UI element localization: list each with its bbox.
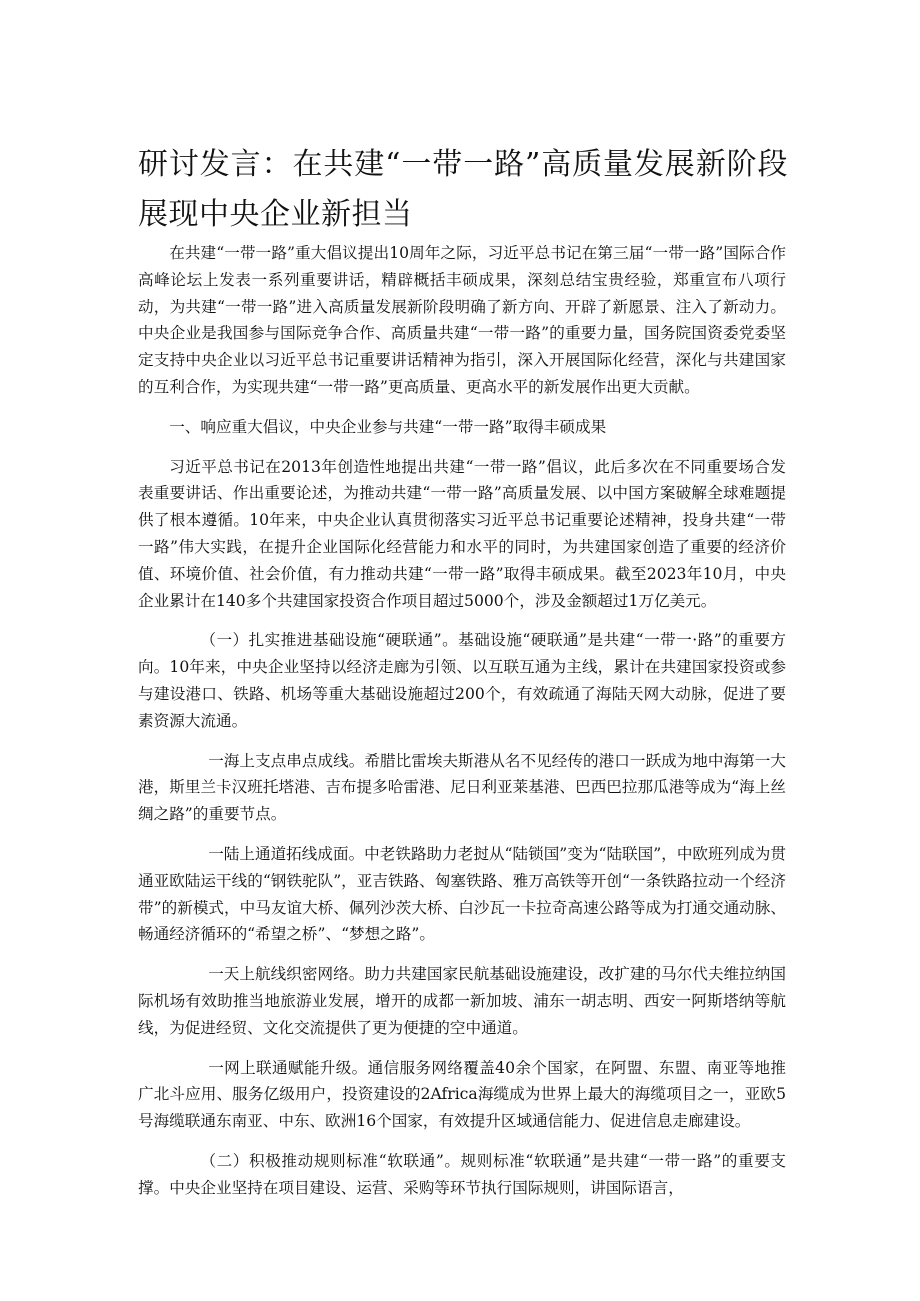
document-title: 研讨发言：在共建“一带一路”高质量发展新阶段展现中央企业新担当: [138, 147, 788, 232]
bullet-network: 一网上联通赋能升级。通信服务网络覆盖40余个国家，在阿盟、东盟、南亚等地推广北斗应用、服务亿级用户，投资建设的2Africa海缆成为世界上最大的海缆项目之一，亚欧5号海缆联通东南亚、中东、欧洲16个国家，有效提升区域通信能力、促进信息走廊建设。: [138, 1058, 786, 1131]
document-body: [138, 240, 786, 1215]
section-heading-1: 一、响应重大倡议，中央企业参与共建“一带一路”取得丰硕成果: [169, 417, 607, 436]
paragraph-intro: 在共建“一带一路”重大倡议提出10周年之际，习近平总书记在第三届“一带一路”国际合作高峰论坛上发表一系列重要讲话，精辟概括丰硕成果，深刻总结宝贵经验，郑重宣布八项行动，为共建“一带一路”进入高质量发展新阶段明确了新方向、开辟了新愿景、注入了新动力。中央企业是我国参与国际竞争合作、高质量共建“一带一路”的重要力量，国务院国资委党委坚定支持中央企业以习近平总书记重要讲话精神为指引，深入开展国际化经营，深化与共建国家的互利合作，为实现共建“一带一路”更高质量、更高水平的新发展作出更大贡献。: [138, 244, 786, 396]
subsection-hard-connectivity: （一）扎实推进基础设施“硬联通”。基础设施“硬联通”是共建“一带一·路”的重要方向。10年来，中央企业坚持以经济走廊为引领、以互联互通为主线，累计在共建国家投资或参与建设港口、铁路、机场等重大基础设施超过200个，有效疏通了海陆天网大动脉，促进了要素资源大流通。: [138, 631, 786, 730]
bullet-air: 一天上航线织密网络。助力共建国家民航基础设施建设，改扩建的马尔代夫维拉纳国际机场有效助推当地旅游业发展，增开的成都一新加坡、浦东一胡志明、西安一阿斯塔纳等航线，为促进经贸、文化交流提供了更为便捷的空中通道。: [138, 965, 786, 1037]
paragraph-section-1: 习近平总书记在2013年创造性地提出共建“一带一路”倡议，此后多次在不同重要场合发表重要讲话、作出重要论述，为推动共建“一带一路”高质量发展、以中国方案破解全球难题提供了根本遵循。10年来，中央企业认真贯彻落实习近平总书记重要论述精神，投身共建“一带一路”伟大实践，在提升企业国际化经营能力和水平的同时，为共建国家创造了重要的经济价值、环境价值、社会价值，有力推动共建“一带一路”取得丰硕成果。截至2023年10月，中央企业累计在140多个共建国家投资合作项目超过5000个，涉及金额超过1万亿美元。: [138, 457, 786, 610]
bullet-land: 一陆上通道拓线成面。中老铁路助力老挝从“陆锁国”变为“陆联国”，中欧班列成为贯通亚欧陆运干线的“钢铁驼队”，亚吉铁路、匈塞铁路、雅万高铁等开创“一条铁路拉动一个经济带”的新模式，中马友谊大桥、佩列沙茨大桥、白沙瓦一卡拉奇高速公路等成为打通交通动脉、畅通经济循环的“希望之桥”、“梦想之路”。: [138, 844, 786, 944]
bullet-maritime: 一海上支点串点成线。希腊比雷埃夫斯港从名不见经传的港口一跃成为地中海第一大港，斯里兰卡汉班托塔港、吉布提多哈雷港、尼日利亚莱基港、巴西巴拉那瓜港等成为“海上丝绸之路”的重要节点。: [138, 751, 786, 824]
subsection-soft-connectivity: （二）积极推动规则标准“软联通”。规则标准“软联通”是共建“一带一路”的重要支撑。中央企业坚持在项目建设、运营、采购等环节执行国际规则，讲国际语言，: [138, 1151, 786, 1197]
